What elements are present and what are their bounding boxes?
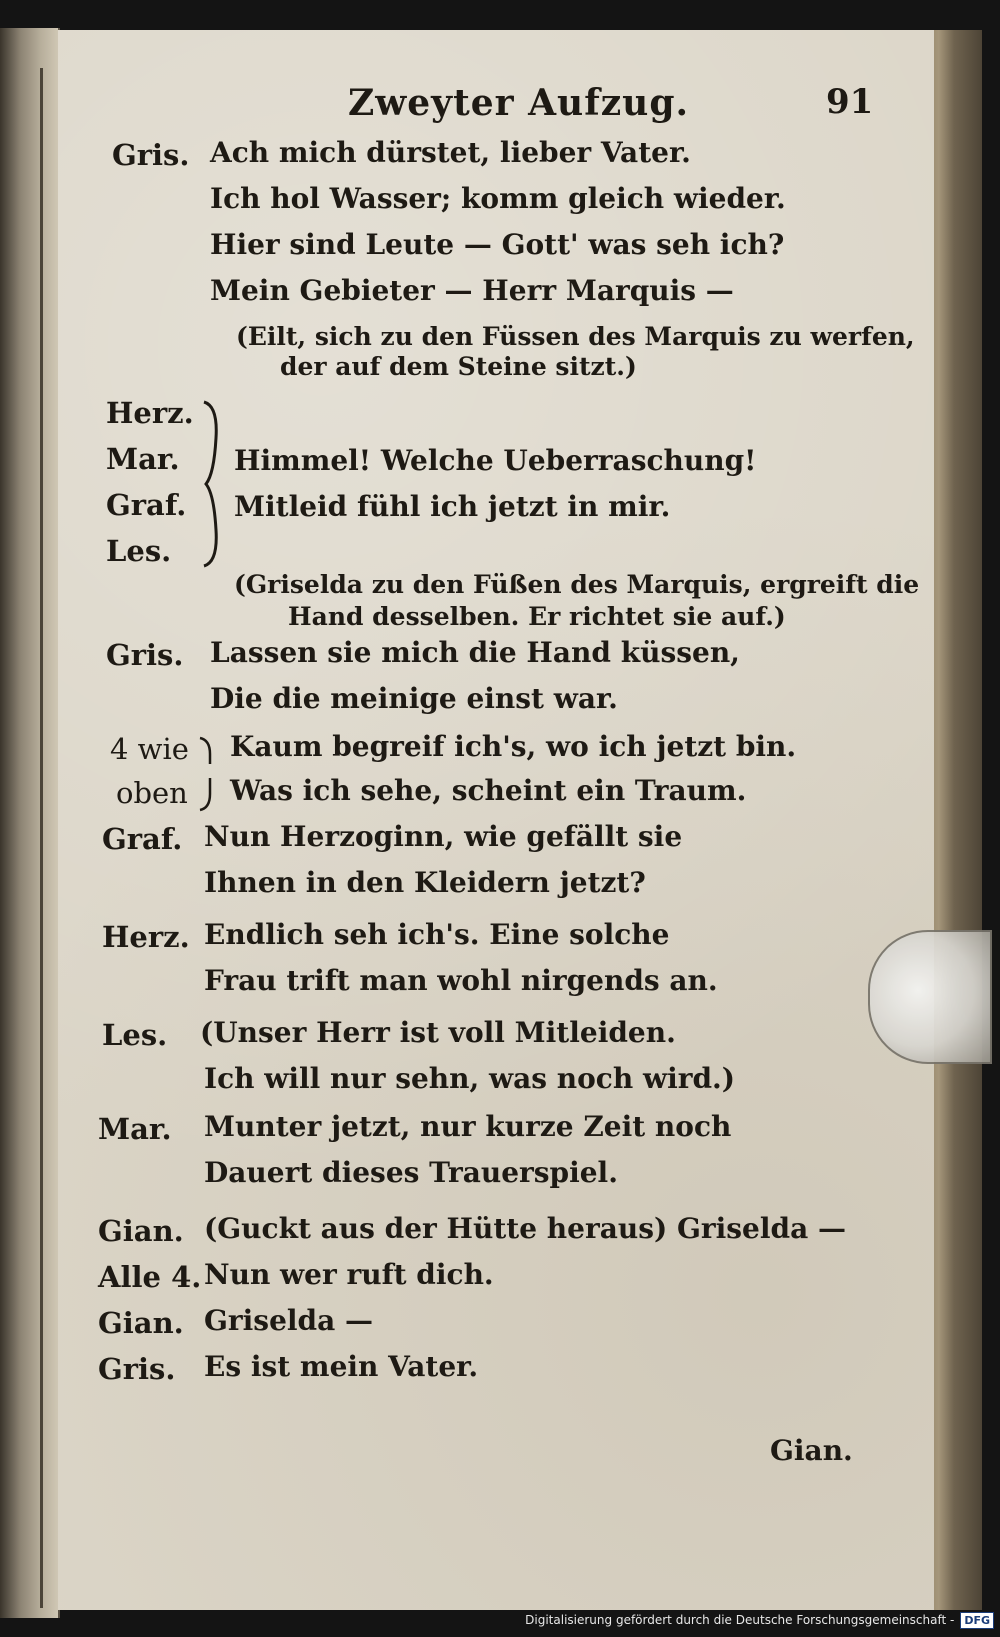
verse-line: Munter jetzt, nur kurze Zeit noch: [204, 1110, 732, 1143]
footer-text: Digitalisierung gefördert durch die Deutsche Forschungsgemeinschaft -: [525, 1613, 955, 1627]
verse-line: (Guckt aus der Hütte heraus) Griselda —: [204, 1212, 846, 1245]
verse-line: Nun wer ruft dich.: [204, 1258, 494, 1291]
speaker-label: Herz.: [102, 920, 190, 954]
verse-line: Griselda —: [204, 1304, 373, 1337]
speaker-label: Alle 4.: [98, 1260, 202, 1294]
verse-line: Hier sind Leute — Gott' was seh ich?: [210, 228, 785, 261]
stage-direction: (Griselda zu den Füßen des Marquis, ergreift die: [234, 570, 920, 599]
speaker-label: Les.: [106, 534, 172, 568]
verse-line: Ach mich dürstet, lieber Vater.: [210, 136, 691, 169]
speaker-label: Gris.: [98, 1352, 176, 1386]
speaker-label: oben: [116, 776, 188, 810]
speaker-label: Gian.: [98, 1214, 184, 1248]
speaker-label: Gian.: [98, 1306, 184, 1340]
verse-line: Die die meinige einst war.: [210, 682, 618, 715]
verse-line: Mitleid fühl ich jetzt in mir.: [234, 490, 671, 523]
verse-line: Ich will nur sehn, was noch wird.): [204, 1062, 736, 1095]
verse-line: Frau trift man wohl nirgends an.: [204, 964, 718, 997]
bracket-pair: [198, 734, 222, 814]
book-spine: [0, 28, 60, 1618]
verse-line: Dauert dieses Trauerspiel.: [204, 1156, 618, 1189]
verse-line: Mein Gebieter — Herr Marquis —: [210, 274, 734, 307]
speaker-label: Mar.: [106, 442, 180, 476]
bracket-group: [198, 398, 228, 570]
page-number: 91: [826, 82, 874, 122]
verse-line: Endlich seh ich's. Eine solche: [204, 918, 670, 951]
verse-line: Es ist mein Vater.: [204, 1350, 479, 1383]
speaker-label: Graf.: [102, 822, 183, 856]
speaker-label: Gris.: [112, 138, 190, 172]
verse-line: Kaum begreif ich's, wo ich jetzt bin.: [230, 730, 797, 763]
verse-line: Ich hol Wasser; komm gleich wieder.: [210, 182, 786, 215]
verse-line: Nun Herzoginn, wie gefällt sie: [204, 820, 683, 853]
verse-line: (Unser Herr ist voll Mitleiden.: [200, 1016, 676, 1049]
verse-line: Himmel! Welche Ueberraschung!: [234, 444, 757, 477]
page-clip: [868, 930, 992, 1064]
dfg-logo: DFG: [960, 1612, 994, 1629]
speaker-label: Les.: [102, 1018, 168, 1052]
speaker-label: Graf.: [106, 488, 187, 522]
speaker-label: Gris.: [106, 638, 184, 672]
running-title: Zweyter Aufzug.: [348, 82, 690, 124]
catchword: Gian.: [770, 1434, 853, 1467]
speaker-label: Herz.: [106, 396, 194, 430]
stage-direction: der auf dem Steine sitzt.): [280, 352, 637, 381]
verse-line: Lassen sie mich die Hand küssen,: [210, 636, 740, 669]
stage-direction: (Eilt, sich zu den Füssen des Marquis zu werfen,: [236, 322, 915, 351]
speaker-label: Mar.: [98, 1112, 172, 1146]
footer-credit: [525, 1609, 994, 1631]
verse-line: Ihnen in den Kleidern jetzt?: [204, 866, 646, 899]
book-page: [58, 30, 934, 1610]
speaker-label: 4 wie: [110, 732, 189, 766]
spine-fold: [40, 68, 43, 1608]
stage-direction: Hand desselben. Er richtet sie auf.): [288, 602, 786, 631]
verse-line: Was ich sehe, scheint ein Traum.: [230, 774, 747, 807]
